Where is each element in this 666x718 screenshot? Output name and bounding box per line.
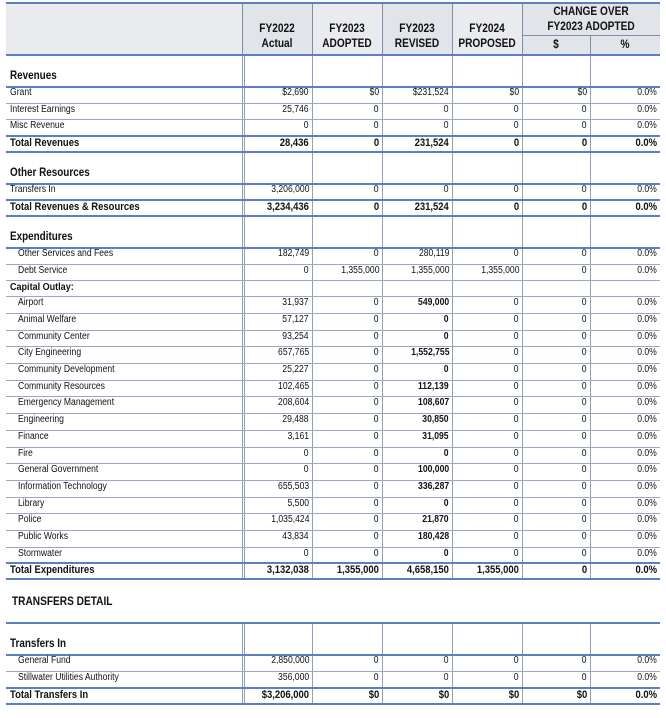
row-value: 0.0%	[637, 397, 657, 409]
row-label: Grant	[10, 87, 32, 98]
row-value: 0	[582, 264, 587, 276]
header-fy2023-revised: FY2023 REVISED	[394, 23, 440, 50]
row-value: 0	[582, 497, 587, 509]
header-change-percent: %	[620, 39, 630, 51]
row-value: 0	[513, 137, 519, 150]
row-label: Other Services and Fees	[18, 247, 114, 259]
row-value: 0	[444, 672, 449, 684]
row-value: 0	[582, 103, 587, 115]
row-value: 3,206,000	[270, 184, 309, 196]
row-value: 0	[514, 414, 519, 426]
row-value: 1,552,755	[410, 347, 449, 359]
row-value: 0	[374, 531, 379, 542]
header-change-over: CHANGE OVER FY2023 ADOPTED	[547, 6, 635, 33]
row-value: 100,000	[417, 464, 449, 476]
row-value: 0	[582, 364, 587, 375]
row-value: 0	[374, 397, 379, 409]
row-value: 1,355,000	[410, 264, 449, 276]
row-value: 4,658,150	[406, 564, 449, 577]
row-value: 0	[444, 497, 449, 509]
table-row	[6, 346, 660, 363]
row-value: 93,254	[282, 330, 309, 342]
table-row	[6, 119, 660, 136]
table-row	[6, 463, 660, 480]
row-value: 0	[374, 184, 379, 196]
row-value: 0	[444, 313, 449, 325]
row-value: 0	[514, 447, 519, 459]
table-row	[6, 671, 660, 688]
row-value: 0	[374, 414, 379, 426]
row-value: 0	[304, 264, 309, 276]
row-value: $3,206,000	[261, 688, 309, 701]
row-value: 0	[582, 447, 587, 459]
row-value: 0	[582, 247, 587, 259]
row-value: 0.0%	[637, 380, 657, 392]
total-row	[6, 200, 660, 215]
row-value: 0.0%	[635, 688, 657, 701]
row-value: 0	[444, 364, 449, 375]
row-value: 0	[514, 184, 519, 196]
row-value: 0	[514, 430, 519, 442]
row-value: 0.0%	[637, 447, 657, 459]
row-value: 356,000	[277, 672, 309, 684]
row-label: General Fund	[18, 655, 71, 667]
row-value: 0	[514, 120, 519, 132]
section-row	[6, 217, 660, 247]
row-value: 0	[444, 447, 449, 459]
row-value: 0	[582, 480, 587, 492]
row-value: 0.0%	[637, 184, 657, 196]
row-value: 0.0%	[637, 655, 657, 667]
row-value: 1,035,424	[270, 514, 309, 526]
row-value: 0.0%	[637, 103, 657, 115]
row-value: $0	[576, 688, 587, 701]
row-value: 0	[304, 447, 309, 459]
row-value: 1,355,000	[336, 564, 379, 577]
row-value: 0	[444, 184, 449, 196]
row-value: 0	[374, 120, 379, 132]
row-value: 0	[514, 672, 519, 684]
row-value: 208,604	[277, 397, 309, 409]
row-label: Revenues	[10, 70, 57, 82]
row-value: 108,607	[417, 397, 449, 409]
row-value: 57,127	[282, 313, 309, 325]
row-value: 1,355,000	[476, 564, 519, 577]
table-row	[6, 86, 660, 103]
row-value: 0	[374, 464, 379, 476]
row-value: 0	[444, 547, 449, 559]
table-row	[6, 330, 660, 347]
row-value: 0	[373, 200, 379, 213]
row-value: 0.0%	[637, 547, 657, 559]
header-fy2024-proposed: FY2024 PROPOSED	[458, 23, 516, 50]
row-value: 25,227	[282, 364, 309, 375]
table-row	[6, 497, 660, 514]
row-value: $231,524	[413, 87, 449, 98]
row-value: 0	[374, 330, 379, 342]
row-label: Information Technology	[18, 480, 107, 492]
row-value: 0	[514, 531, 519, 542]
table-row	[6, 447, 660, 464]
row-value: 0.0%	[637, 480, 657, 492]
row-label: Total Transfers In	[10, 688, 89, 701]
row-value: 0.0%	[637, 497, 657, 509]
table-row	[6, 396, 660, 413]
row-label: Finance	[18, 430, 49, 442]
row-value: 30,850	[422, 414, 449, 426]
header-fy2022: FY2022 Actual	[259, 23, 295, 50]
row-label: Transfers In	[10, 184, 56, 196]
row-value: 180,428	[417, 531, 449, 542]
row-value: 0	[582, 514, 587, 526]
section-row	[6, 56, 660, 86]
row-value: 0.0%	[637, 414, 657, 426]
row-label: Total Expenditures	[10, 564, 95, 577]
table-row	[6, 103, 660, 120]
row-value: 0	[514, 497, 519, 509]
row-value: 0	[514, 297, 519, 309]
row-value: 0.0%	[635, 200, 657, 213]
row-label: Public Works	[18, 531, 69, 542]
row-label: General Government	[18, 464, 99, 476]
row-value: 102,465	[277, 380, 309, 392]
table-row	[6, 296, 660, 313]
row-value: 336,287	[417, 480, 449, 492]
row-value: 0	[514, 464, 519, 476]
row-value: 0	[581, 564, 587, 577]
row-value: 0	[582, 430, 587, 442]
row-value: 0	[374, 480, 379, 492]
row-value: 0	[582, 672, 587, 684]
row-value: 0	[514, 330, 519, 342]
row-label: Community Center	[18, 330, 90, 342]
row-value: 3,132,038	[266, 564, 309, 577]
row-value: 0.0%	[635, 564, 657, 577]
row-value: 280,119	[418, 247, 449, 259]
row-label: Emergency Management	[18, 397, 115, 409]
row-value: 0	[514, 547, 519, 559]
row-value: 0	[514, 397, 519, 409]
row-value: 0	[374, 297, 379, 309]
row-value: 0.0%	[637, 247, 657, 259]
table-row	[6, 547, 660, 564]
row-label: Community Development	[18, 364, 115, 375]
row-value: 0.0%	[637, 430, 657, 442]
row-value: 0	[374, 347, 379, 359]
row-value: 0.0%	[637, 87, 657, 98]
row-value: 25,746	[282, 103, 309, 115]
row-value: 0	[374, 430, 379, 442]
total-row	[6, 563, 660, 578]
row-value: 3,161	[287, 430, 309, 442]
table-row	[6, 264, 660, 281]
row-value: $0	[508, 688, 519, 701]
row-value: 0	[444, 103, 449, 115]
row-value: 0	[304, 120, 309, 132]
row-value: 0	[514, 480, 519, 492]
row-value: 5,500	[287, 497, 309, 509]
row-value: 0	[514, 313, 519, 325]
row-value: 0	[374, 247, 379, 259]
table-row	[6, 380, 660, 397]
row-value: $0	[577, 87, 587, 98]
row-value: 3,234,436	[266, 200, 309, 213]
row-value: 0	[582, 464, 587, 476]
row-value: 0	[581, 200, 587, 213]
row-label: Capital Outlay:	[10, 281, 74, 294]
table-row	[6, 513, 660, 530]
subhead-row	[6, 280, 660, 296]
row-value: 0	[582, 184, 587, 196]
row-value: 0	[374, 103, 379, 115]
row-value: 0	[373, 137, 379, 150]
row-label: Misc Revenue	[10, 120, 65, 132]
row-label: Engineering	[18, 414, 64, 426]
table-header	[6, 2, 660, 56]
row-value: 0	[304, 464, 309, 476]
total-row	[6, 688, 660, 703]
row-value: 112,139	[418, 380, 449, 392]
row-value: 0	[582, 531, 587, 542]
row-value: 0.0%	[635, 137, 657, 150]
row-value: 0	[444, 120, 449, 132]
row-value: 0	[582, 547, 587, 559]
table-row	[6, 363, 660, 380]
row-value: 657,765	[277, 347, 309, 359]
row-value: 0	[444, 330, 449, 342]
row-value: 0	[582, 297, 587, 309]
row-value: 0.0%	[637, 464, 657, 476]
row-label: Airport	[18, 297, 44, 309]
row-label: Debt Service	[18, 264, 68, 276]
row-value: 0	[582, 414, 587, 426]
row-value: 43,834	[282, 531, 309, 542]
section-row	[6, 624, 660, 654]
header-fy2023-adopted: FY2023 ADOPTED	[322, 23, 372, 50]
row-label: Fire	[18, 447, 33, 459]
row-value: 29,488	[282, 414, 309, 426]
row-value: $0	[509, 87, 519, 98]
row-label: Community Resources	[18, 380, 105, 392]
row-value: 0.0%	[637, 264, 657, 276]
row-value: 0	[374, 364, 379, 375]
header-change-dollar: $	[553, 39, 559, 51]
row-value: 0	[582, 347, 587, 359]
table-row	[6, 530, 660, 547]
row-label: Total Revenues	[10, 137, 80, 150]
row-label: Stillwater Utilities Authority	[18, 672, 119, 684]
row-label: Other Resources	[10, 167, 90, 180]
row-label: Expenditures	[10, 230, 73, 243]
row-value: 0	[514, 103, 519, 115]
row-value: 231,524	[414, 137, 449, 150]
row-value: 0	[304, 547, 309, 559]
row-value: $0	[369, 87, 379, 98]
row-value: 549,000	[417, 297, 449, 309]
row-value: 28,436	[280, 137, 309, 150]
row-value: 0.0%	[637, 313, 657, 325]
table-row	[6, 430, 660, 447]
row-value: 0	[374, 380, 379, 392]
row-value: 0.0%	[637, 514, 657, 526]
row-value: 2,850,000	[270, 655, 309, 667]
table-row	[6, 313, 660, 330]
row-value: 0.0%	[637, 531, 657, 542]
row-value: 0.0%	[637, 672, 657, 684]
row-value: 0	[514, 347, 519, 359]
row-value: 31,937	[282, 297, 309, 309]
row-value: 0	[444, 655, 449, 667]
row-value: 0	[374, 514, 379, 526]
row-value: 1,355,000	[480, 264, 519, 276]
row-label: City Engineering	[18, 347, 82, 359]
row-value: 0	[581, 137, 587, 150]
section-row	[6, 153, 660, 183]
budget-sheet	[6, 2, 660, 716]
row-value: 0	[582, 380, 587, 392]
row-value: 231,524	[414, 200, 449, 213]
row-label: Total Revenues & Resources	[10, 200, 140, 213]
row-value: 0	[374, 497, 379, 509]
row-value: $2,690	[282, 87, 309, 98]
row-value: 0	[514, 247, 519, 259]
row-label: Animal Welfare	[18, 313, 77, 325]
row-value: $0	[438, 688, 449, 701]
row-value: 1,355,000	[340, 264, 379, 276]
row-label: Interest Earnings	[10, 103, 76, 115]
table-row	[6, 183, 660, 200]
row-value: 0	[582, 330, 587, 342]
row-value: 0	[374, 547, 379, 559]
row-label: Stormwater	[18, 547, 62, 559]
row-value: 182,749	[277, 247, 309, 259]
table-row	[6, 480, 660, 497]
total-row	[6, 136, 660, 151]
row-value: 0	[374, 447, 379, 459]
row-value: 0	[514, 655, 519, 667]
row-label: Library	[18, 497, 45, 509]
table-row	[6, 654, 660, 671]
row-value: $0	[368, 688, 379, 701]
row-value: 0.0%	[637, 330, 657, 342]
row-value: 0	[374, 313, 379, 325]
row-label: Police	[18, 514, 42, 526]
row-value: 0	[514, 514, 519, 526]
row-value: 0	[582, 313, 587, 325]
transfers-detail-title: TRANSFERS DETAIL	[12, 596, 113, 609]
row-value: 655,503	[277, 480, 309, 492]
row-value: 21,870	[422, 514, 449, 526]
row-value: 0	[514, 380, 519, 392]
row-value: 0	[582, 397, 587, 409]
row-value: 0.0%	[637, 364, 657, 375]
row-value: 0.0%	[637, 347, 657, 359]
row-value: 0	[374, 672, 379, 684]
table-row	[6, 247, 660, 264]
row-value: 0	[513, 200, 519, 213]
row-value: 0	[374, 655, 379, 667]
row-value: 0.0%	[637, 297, 657, 309]
row-value: 0	[582, 655, 587, 667]
table-row	[6, 413, 660, 430]
row-value: 0.0%	[637, 120, 657, 132]
row-value: 0	[582, 120, 587, 132]
row-value: 0	[514, 364, 519, 375]
row-label: Transfers In	[10, 638, 67, 651]
row-value: 31,095	[422, 430, 449, 442]
